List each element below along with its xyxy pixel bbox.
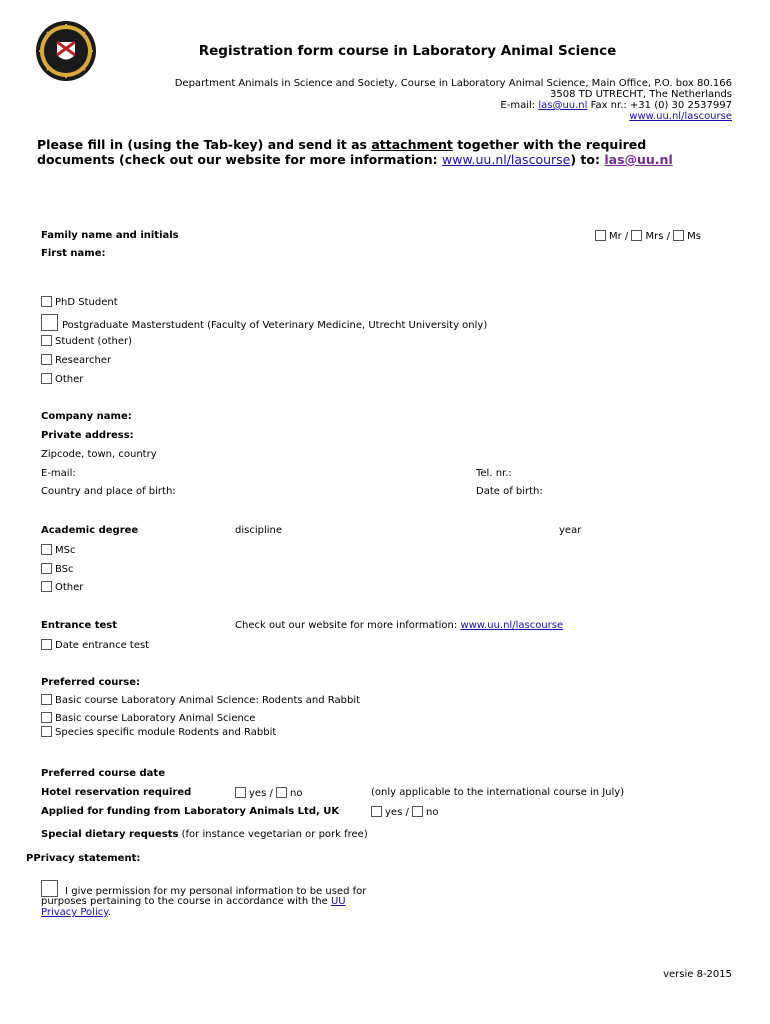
privacy-policy-link-part1[interactable]: UU xyxy=(330,896,346,907)
researcher-label: Researcher xyxy=(55,355,112,366)
hotel-options xyxy=(235,787,302,799)
hotel-no-label: no xyxy=(290,788,303,799)
bsc-checkbox[interactable] xyxy=(41,563,52,574)
student-other-checkbox[interactable] xyxy=(41,335,52,346)
hotel-note: (only applicable to the international course in July) xyxy=(371,787,625,798)
mr-label: Mr / xyxy=(609,231,629,242)
company-name-label: Company name: xyxy=(41,411,132,422)
privacy-line1: I give permission for my personal information to be used for xyxy=(62,886,367,897)
course-opt3-label: Species specific module Rodents and Rabbit xyxy=(55,727,277,738)
privacy-line2-text: purposes pertaining to the course in accordance with the xyxy=(41,896,331,907)
birth-date-label: Date of birth: xyxy=(476,486,543,497)
preferred-course-label: Preferred course: xyxy=(41,677,141,688)
zipcode-label: Zipcode, town, country xyxy=(41,449,157,460)
course-opt2-label: Basic course Laboratory Animal Science xyxy=(55,713,256,724)
funding-no-label: no xyxy=(426,807,439,818)
postgrad-label: Postgraduate Masterstudent (Faculty of Veterinary Medicine, Utrecht University only) xyxy=(62,320,488,331)
version-text: versie 8-2015 xyxy=(663,969,732,980)
entrance-date-label: Date entrance test xyxy=(55,640,150,651)
ms-checkbox[interactable] xyxy=(673,230,684,241)
phd-label: PhD Student xyxy=(55,297,118,308)
hotel-yes-label: yes / xyxy=(249,788,273,799)
instructions-website-link[interactable]: www.uu.nl/lascourse xyxy=(442,152,571,167)
entrance-date-checkbox[interactable] xyxy=(41,639,52,650)
year-label: year xyxy=(559,525,582,536)
privacy-end: . xyxy=(107,907,111,918)
privacy-line2 xyxy=(41,896,346,907)
entrance-website-link[interactable]: www.uu.nl/lascourse xyxy=(460,620,564,631)
privacy-policy-link-part2[interactable]: Privacy Policy xyxy=(41,907,108,918)
header-email-link[interactable]: las@uu.nl xyxy=(538,100,588,111)
funding-yes-checkbox[interactable] xyxy=(371,806,382,817)
privacy-line3 xyxy=(41,907,111,918)
privacy-heading: PPrivacy statement: xyxy=(26,853,141,864)
instructions-text: together with the required xyxy=(452,137,647,152)
email-label: E-mail: xyxy=(500,100,536,111)
funding-no-checkbox[interactable] xyxy=(412,806,423,817)
phd-checkbox[interactable] xyxy=(41,296,52,307)
entrance-info-text: Check out our website for more information: xyxy=(235,620,461,631)
address-line: 3508 TD UTRECHT, The Netherlands xyxy=(549,89,732,100)
family-name-label: Family name and initials xyxy=(41,230,179,241)
hotel-no-checkbox[interactable] xyxy=(276,787,287,798)
private-address-label: Private address: xyxy=(41,430,134,441)
degree-other-checkbox[interactable] xyxy=(41,581,52,592)
msc-label: MSc xyxy=(55,545,76,556)
discipline-label: discipline xyxy=(235,525,283,536)
ms-label: Ms xyxy=(687,231,702,242)
form-title: Registration form course in Laboratory Animal Science xyxy=(198,43,617,59)
entrance-info xyxy=(235,620,563,631)
msc-checkbox[interactable] xyxy=(41,544,52,555)
preferred-date-label: Preferred course date xyxy=(41,768,165,779)
funding-yes-label: yes / xyxy=(385,807,409,818)
status-other-label: Other xyxy=(55,374,84,385)
postgrad-checkbox[interactable] xyxy=(41,314,58,331)
funding-options xyxy=(371,806,438,818)
hotel-label: Hotel reservation required xyxy=(41,787,192,798)
fax-text: Fax nr.: +31 (0) 30 2537997 xyxy=(590,100,732,111)
instructions-line2 xyxy=(37,152,673,167)
status-other-checkbox[interactable] xyxy=(41,373,52,384)
funding-label: Applied for funding from Laboratory Animals Ltd, UK xyxy=(41,806,340,817)
diet-line xyxy=(41,829,368,840)
course-opt3-checkbox[interactable] xyxy=(41,726,52,737)
birth-place-label: Country and place of birth: xyxy=(41,486,176,497)
title-options xyxy=(595,230,701,242)
tel-label: Tel. nr.: xyxy=(476,468,512,479)
mr-checkbox[interactable] xyxy=(595,230,606,241)
hotel-yes-checkbox[interactable] xyxy=(235,787,246,798)
diet-note: (for instance vegetarian or pork free) xyxy=(178,829,368,840)
bsc-label: BSc xyxy=(55,564,74,575)
email-field-label: E-mail: xyxy=(41,468,76,479)
instructions-email-link[interactable]: las@uu.nl xyxy=(604,152,673,167)
diet-label: Special dietary requests xyxy=(41,829,179,840)
course-opt1-checkbox[interactable] xyxy=(41,694,52,705)
mrs-checkbox[interactable] xyxy=(631,230,642,241)
contact-line xyxy=(500,100,732,111)
course-opt2-checkbox[interactable] xyxy=(41,712,52,723)
instructions-text: Please fill in (using the Tab-key) and send it as xyxy=(37,137,372,152)
student-other-label: Student (other) xyxy=(55,336,132,347)
instructions-text: ) to: xyxy=(570,152,605,167)
degree-other-label: Other xyxy=(55,582,84,593)
attachment-word: attachment xyxy=(371,137,453,152)
instructions-text: documents (check out our website for more information: xyxy=(37,152,442,167)
department-line: Department Animals in Science and Society, Course in Laboratory Animal Science, Main Office, P.O. box 80.166 xyxy=(174,78,732,89)
instructions-line1 xyxy=(37,137,646,152)
privacy-checkbox[interactable] xyxy=(41,880,58,897)
mrs-label: Mrs / xyxy=(645,231,670,242)
course-opt1-label: Basic course Laboratory Animal Science: Rodents and Rabbit xyxy=(55,695,361,706)
researcher-checkbox[interactable] xyxy=(41,354,52,365)
entrance-test-label: Entrance test xyxy=(41,620,118,631)
first-name-label: First name: xyxy=(41,248,106,259)
header-website-link[interactable]: www.uu.nl/lascourse xyxy=(629,111,732,122)
academic-degree-label: Academic degree xyxy=(41,525,139,536)
